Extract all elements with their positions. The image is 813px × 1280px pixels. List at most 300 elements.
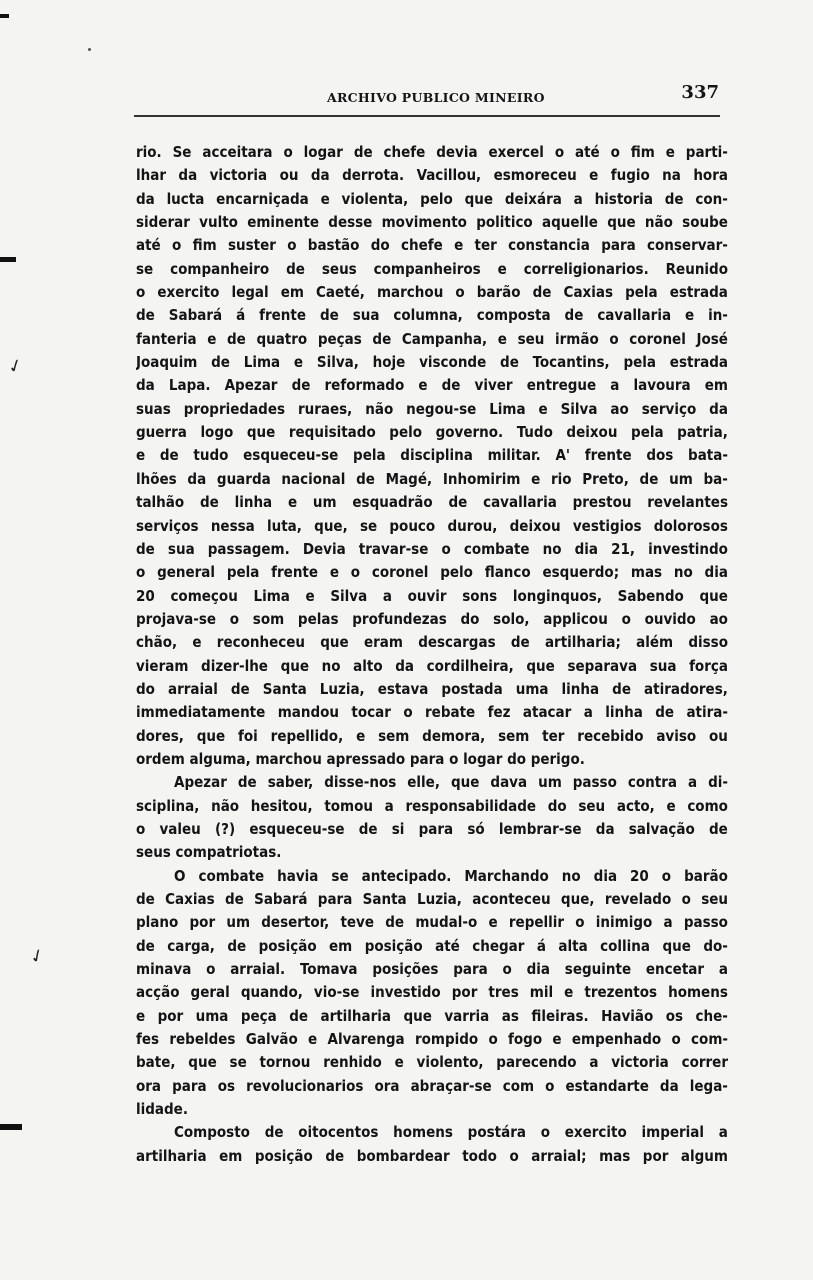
word: Vacillou, [416,166,482,185]
word: dia [574,539,599,558]
text-line [136,188,728,211]
word: esqueceu-se [249,819,345,838]
word: ouvir [407,586,447,605]
word: como [687,796,728,815]
word: Reunido [665,259,728,278]
word: requisitado [288,423,376,442]
word: o [136,283,146,302]
word: fim [630,143,655,161]
word: prestou [572,493,632,512]
word: esqueceu-se [243,446,339,465]
body-text [136,141,728,1168]
word: aquelle [541,213,598,232]
word: mandou [277,703,340,722]
word: que, [560,890,595,908]
word: fugio [610,166,650,185]
word: acção [136,983,180,1002]
word: cavallaria [483,493,557,512]
word: hoje [372,353,406,372]
word: da [595,819,615,838]
word: chão, [136,633,178,652]
word: linha [605,703,643,722]
word: inimigo [595,913,653,932]
word: sem [378,726,410,745]
word: general [157,563,216,582]
word: que [320,633,349,652]
word: salvação [628,819,695,838]
word: combate [463,539,530,558]
word: de [441,376,461,395]
word: luta, [267,516,302,535]
text-line [136,1121,728,1144]
word: antecipado. [361,866,452,885]
word: valeu [159,819,201,838]
word: patria, [677,423,728,442]
word: de [289,1006,309,1025]
word: fanteria [136,329,197,348]
word: politico [476,213,533,232]
text-line [136,818,728,841]
word: não [365,399,394,418]
word: varria [444,1006,490,1025]
margin-pencil-mark: ✓ [26,943,49,970]
word: na [662,166,681,185]
word: de [159,446,179,465]
word: alto [353,656,383,675]
word: lavoura [633,376,691,395]
text-line: seus compatriotas. [136,843,282,862]
word: eram [363,633,403,652]
word: Luzia, [319,679,365,698]
word: ruraes, [297,399,353,418]
word: o [136,563,146,582]
text-line [136,911,728,934]
word: (?) [214,819,236,838]
word: reformado [324,376,405,395]
word: militar. [487,446,541,465]
word: historia [594,189,653,208]
word: com- [691,1030,728,1049]
word: e [136,1006,146,1025]
word: de [237,773,257,792]
word: descargas [418,633,496,652]
word: separava [567,656,638,675]
word: para [453,960,488,979]
word: vio-se [313,983,360,1002]
word: o [283,143,293,161]
word: de [227,936,247,955]
page-number: 337 [681,82,719,103]
word: collina [600,936,651,955]
word: projava-se [136,609,217,628]
word: o [136,819,146,838]
word: no [321,656,341,675]
word: entregue [526,376,597,395]
word: atira- [686,703,728,722]
word: e [497,259,507,278]
text-line [136,771,728,794]
word: aviso [656,726,697,745]
word: geral [190,983,230,1002]
word: atiradores, [644,679,728,698]
word: rio [550,469,572,488]
word: logar [303,143,343,161]
word: esquerdo; [542,563,620,582]
word: pelo [440,563,473,582]
word: longinquos, [512,586,602,605]
word: de [199,493,219,512]
word: victoria [611,1053,669,1072]
text-line [136,935,728,958]
word: barão [684,866,728,885]
word: e [207,329,217,348]
word: Tomava [299,960,358,979]
word: de [291,376,311,395]
word: durou, [447,516,498,535]
word: do [460,609,480,628]
word: e [684,306,695,325]
word: um [312,493,337,512]
word: de [230,679,250,698]
word: e [308,1030,318,1049]
word: peça [240,1006,277,1025]
word: para [172,1076,207,1095]
word: pela [353,446,386,465]
word: e [287,493,298,512]
word: e [665,143,675,161]
word: em [704,376,728,395]
word: nessa [210,516,255,535]
word: dia [593,866,618,885]
word: pouco [389,516,436,535]
word: José [696,329,728,348]
text-line [136,865,728,888]
word: além [636,633,674,652]
word: parti- [685,143,728,161]
word: de [325,1146,345,1165]
word: de [356,469,375,488]
word: applicou [543,609,608,628]
word: se [229,1053,247,1072]
word: Caxias [165,890,215,908]
word: se [359,516,378,535]
word: Alvarenga [327,1030,405,1049]
word: em [329,936,353,955]
word: correligionarios. [523,259,649,278]
word: ao [709,609,728,628]
word: com [502,1076,535,1095]
word: o [540,1123,550,1142]
word: de [211,353,230,372]
word: da [310,166,330,185]
word: Tocantins, [532,353,610,372]
word: a [610,376,620,395]
word: da [136,189,155,208]
word: Inhomirim [442,469,521,488]
word: a [718,1123,728,1142]
word: o [621,609,631,628]
word: revelantes [647,493,728,512]
word: de [353,143,373,161]
text-line [136,561,728,584]
word: serviços [136,516,199,535]
word: passagem. [207,539,290,558]
word: Sabará [168,306,223,325]
word: mudal-o [415,913,478,932]
text-line [136,678,728,701]
word: estandarte [565,1076,649,1095]
word: combate [198,866,265,885]
word: e [192,633,202,652]
word: por [189,913,216,932]
word: de [664,189,684,208]
word: artilharia [320,1006,392,1025]
word: reconheceu [216,633,306,652]
word: vestigios [572,516,642,535]
word: recebido [577,726,644,745]
word: carga, [167,936,215,955]
word: dizer-lhe [201,656,268,675]
word: frente [259,306,307,325]
text-line [136,444,728,467]
word: de [319,306,339,325]
word: Devia [302,539,346,558]
word: Havião [601,1006,654,1025]
word: imperial [641,1123,705,1142]
word: bombardear [356,1146,450,1165]
word: vulto [199,213,238,232]
word: que [450,773,480,792]
text-line [136,211,728,234]
word: os [217,1076,236,1095]
word: arraial. [230,960,286,979]
word: postára [467,1123,526,1142]
word: que [464,189,494,208]
word: esquadrão [352,493,433,512]
word: legal [231,283,269,302]
word: vieram [136,656,189,675]
word: posição [254,1146,313,1165]
word: teve [340,913,375,932]
word: suster [227,236,276,255]
word: de [564,306,584,325]
word: se [331,866,349,885]
word: travar-se [358,539,429,558]
word: governo. [435,423,504,442]
word: Santa [362,890,407,908]
word: sua [352,306,380,325]
word: som [252,609,285,628]
word: companheiro [170,259,270,278]
word: Santa [262,679,307,698]
word: linha [561,679,600,698]
word: de [136,936,155,955]
word: arraial [167,679,218,698]
word: repellido, [270,726,344,745]
word: e [305,586,315,605]
word: Silva [560,399,598,418]
word: lhar [136,166,166,185]
word: 20 [630,866,649,885]
word: acceitara [202,143,273,161]
word: Galvão [245,1030,298,1049]
word: contra [627,773,677,792]
text-line [136,608,728,631]
word: exercel [488,143,544,161]
text-line [136,491,728,514]
word: de [639,469,659,488]
word: frente [271,563,319,582]
word: uma [515,679,549,698]
word: ora [136,1076,162,1095]
word: devia [436,143,478,161]
word: estrada [669,353,728,372]
word: alta [558,936,588,955]
word: demora, [422,726,486,745]
word: Marchando [464,866,549,885]
word: encarniçada [216,189,309,208]
word: de [709,819,728,838]
margin-pencil-mark: ✓ [4,354,27,379]
word: acto, [616,796,655,815]
word: de [385,913,405,932]
text-line [136,1005,728,1028]
word: para [317,890,353,908]
word: revelado [604,890,672,908]
word: disse-nos [324,773,397,792]
word: de [136,890,155,908]
text-line [136,468,728,491]
word: que [196,726,226,745]
word: de [655,703,675,722]
word: bata- [688,446,728,465]
word: por [642,1146,669,1165]
word: que, [314,516,348,535]
word: responsabilidade [405,796,537,815]
word: do [547,796,567,815]
word: que [526,656,555,675]
word: Lima [489,399,526,418]
text-line [136,351,728,374]
text-line [136,655,728,678]
word: Caxias [563,283,614,302]
word: que [246,423,276,442]
running-header [139,82,719,114]
word: Silva [330,586,368,605]
word: mil [529,983,554,1002]
word: de [532,283,552,302]
word: em [219,1146,243,1165]
text-line [136,234,728,257]
word: no [542,539,562,558]
word: talhão [136,493,185,512]
word: ou [279,166,299,185]
word: de [136,539,155,558]
word: artilharia [136,1146,207,1165]
word: lembrar-se [498,819,582,838]
text-line [136,888,728,911]
word: da [709,399,728,418]
word: Lapa. [168,376,211,395]
text-line [136,374,728,397]
word: sem [498,726,530,745]
word: de [372,329,392,348]
word: pelas [297,609,339,628]
word: postada [441,679,503,698]
word: dava [490,773,528,792]
word: fim [192,236,217,255]
word: in- [708,306,728,325]
word: até [136,236,161,255]
word: ter [474,236,497,255]
word: e [329,563,339,582]
word: Sabendo [617,586,684,605]
word: da [659,1076,679,1095]
word: movimento [381,213,467,232]
word: a [583,703,593,722]
word: a [687,773,698,792]
text-line [136,328,728,351]
word: de [612,679,631,698]
word: fileiras. [531,1006,589,1025]
word: começou [170,586,238,605]
word: violenta, [341,189,409,208]
word: que [188,1053,217,1072]
word: da [136,376,155,395]
word: pelo [389,423,423,442]
word: para [601,236,636,255]
word: bate, [136,1053,176,1072]
word: só [467,819,485,838]
word: deixára [504,189,562,208]
word: Sabará [254,890,308,908]
word: lega- [689,1076,728,1095]
text-line [136,1028,728,1051]
word: Composto [174,1123,250,1142]
word: a [663,913,673,932]
word: Apezar [224,376,278,395]
word: e [356,726,366,745]
word: arraial; [531,1146,587,1165]
word: Silva, [316,353,359,372]
word: do- [703,936,728,955]
word: encetar [645,960,705,979]
word: o [172,236,182,255]
word: exercito [564,1123,627,1142]
word: de [226,329,246,348]
word: foi [238,726,258,745]
word: tocar [351,703,391,722]
word: di- [708,773,728,792]
word: em [280,283,304,302]
word: empenhado [571,1030,662,1049]
word: seu [578,796,606,815]
word: pela [631,423,664,442]
word: 21, [611,539,636,558]
word: logo [200,423,234,442]
word: e [497,329,507,348]
text-line [136,701,728,724]
scan-edge-mark [0,257,16,262]
word: seu [517,329,545,348]
word: Lima [243,353,281,372]
word: ou [709,726,728,745]
text-line [136,281,728,304]
word: a [589,1053,599,1072]
word: posição [258,936,317,955]
word: as [501,1006,519,1025]
word: os [665,1006,684,1025]
